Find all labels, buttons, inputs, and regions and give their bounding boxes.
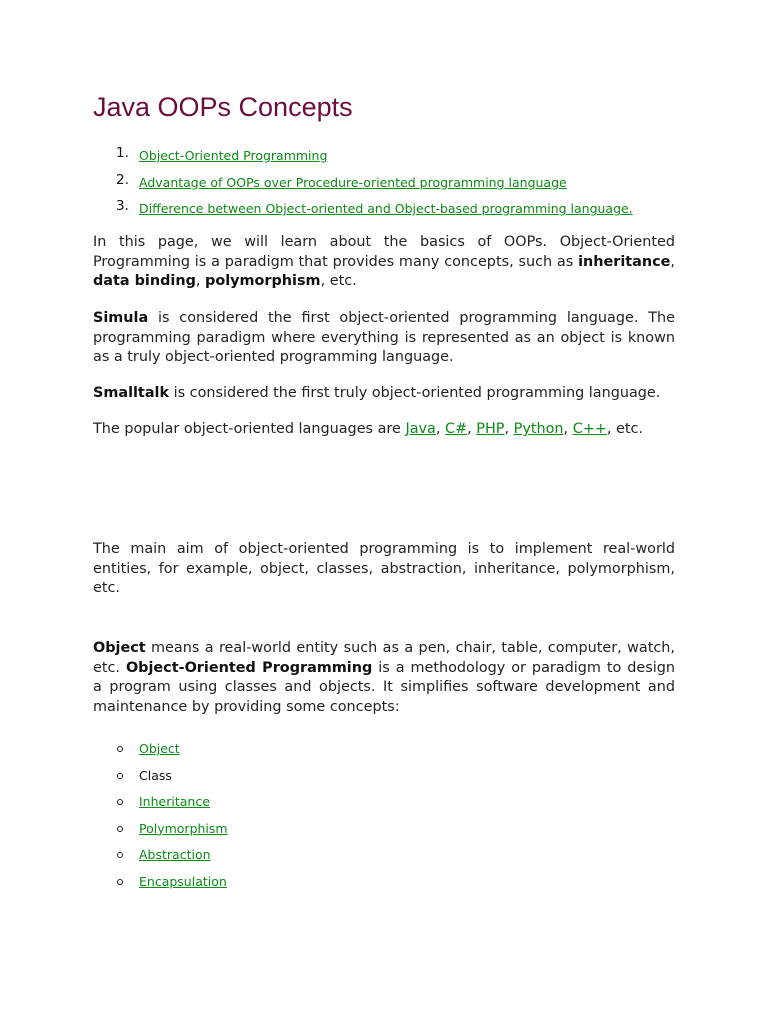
term-object: Object	[93, 640, 146, 656]
link-python[interactable]: Python	[513, 421, 564, 437]
simula-text: is considered the first object-oriented programming language. The programming paradigm where everything is represented as an object is known as a truly object-oriented programming language.	[93, 310, 675, 365]
languages-paragraph	[93, 420, 675, 440]
object-paragraph	[93, 639, 675, 717]
link-encapsulation[interactable]: Encapsulation	[139, 873, 227, 889]
separator: ,	[670, 253, 675, 270]
smalltalk-paragraph	[93, 384, 675, 404]
link-java[interactable]: Java	[405, 421, 436, 437]
term-polymorphism: polymorphism	[205, 273, 321, 289]
intro-text: In this page, we will learn about the basics of OOPs. Object-Oriented Programming is a paradigm that provides many concepts, such as	[93, 234, 675, 270]
toc-number: 1.	[116, 145, 129, 161]
link-abstraction[interactable]: Abstraction	[139, 847, 211, 862]
link-inheritance[interactable]: Inheritance	[139, 794, 210, 809]
smalltalk-text: is considered the first truly object-oriented programming language.	[169, 385, 661, 401]
main-aim-paragraph: The main aim of object-oriented programming is to implement real-world entities, for example, object, classes, abstraction, inheritance, polymorphism, etc.	[93, 541, 675, 596]
term-oop: Object-Oriented Programming	[125, 659, 373, 676]
circle-bullet-icon	[117, 746, 123, 752]
link-object[interactable]: Object	[139, 741, 180, 756]
link-polymorphism[interactable]: Polymorphism	[139, 820, 228, 836]
simula-paragraph	[93, 309, 675, 368]
toc-number: 3.	[116, 198, 129, 214]
toc-link-object-oriented-vs-object-based[interactable]: Difference between Object-oriented and Object-based programming language.	[139, 201, 633, 216]
term-smalltalk: Smalltalk	[93, 385, 170, 401]
link-php[interactable]: PHP	[476, 421, 505, 437]
toc-number: 2.	[116, 171, 129, 188]
term-data-binding: data binding	[93, 273, 196, 289]
concept-class: Class	[139, 767, 172, 783]
intro-paragraph	[93, 233, 675, 292]
term-simula: Simula	[93, 310, 149, 326]
circle-bullet-icon	[117, 826, 123, 832]
oop-text: is a methodology or paradigm to design a program using classes and objects. It simplifies software development and maintenance by providing some concepts:	[93, 659, 676, 715]
object-text: means a real-world entity such as a pen, chair, table, computer, watch, etc.	[93, 640, 675, 676]
circle-bullet-icon	[117, 852, 123, 858]
link-csharp[interactable]: C#	[445, 421, 468, 437]
circle-bullet-icon	[117, 879, 123, 885]
separator: ,	[195, 273, 206, 289]
intro-end: , etc.	[320, 273, 357, 289]
comma: ,	[563, 421, 573, 437]
page-title: Java OOPs Concepts	[93, 92, 353, 122]
languages-end: , etc.	[606, 421, 643, 437]
comma: ,	[467, 421, 477, 437]
toc-link-object-oriented-programming[interactable]: Object-Oriented Programming	[139, 148, 328, 163]
toc-link-advantage-of-oops[interactable]: Advantage of OOPs over Procedure-oriented programming language	[139, 174, 567, 190]
languages-intro: The popular object-oriented languages are	[93, 421, 406, 437]
link-cpp[interactable]: C++	[572, 421, 607, 437]
circle-bullet-icon	[117, 773, 123, 779]
term-inheritance: inheritance	[578, 253, 671, 270]
comma: ,	[504, 421, 514, 437]
comma: ,	[435, 421, 446, 437]
circle-bullet-icon	[117, 799, 123, 805]
